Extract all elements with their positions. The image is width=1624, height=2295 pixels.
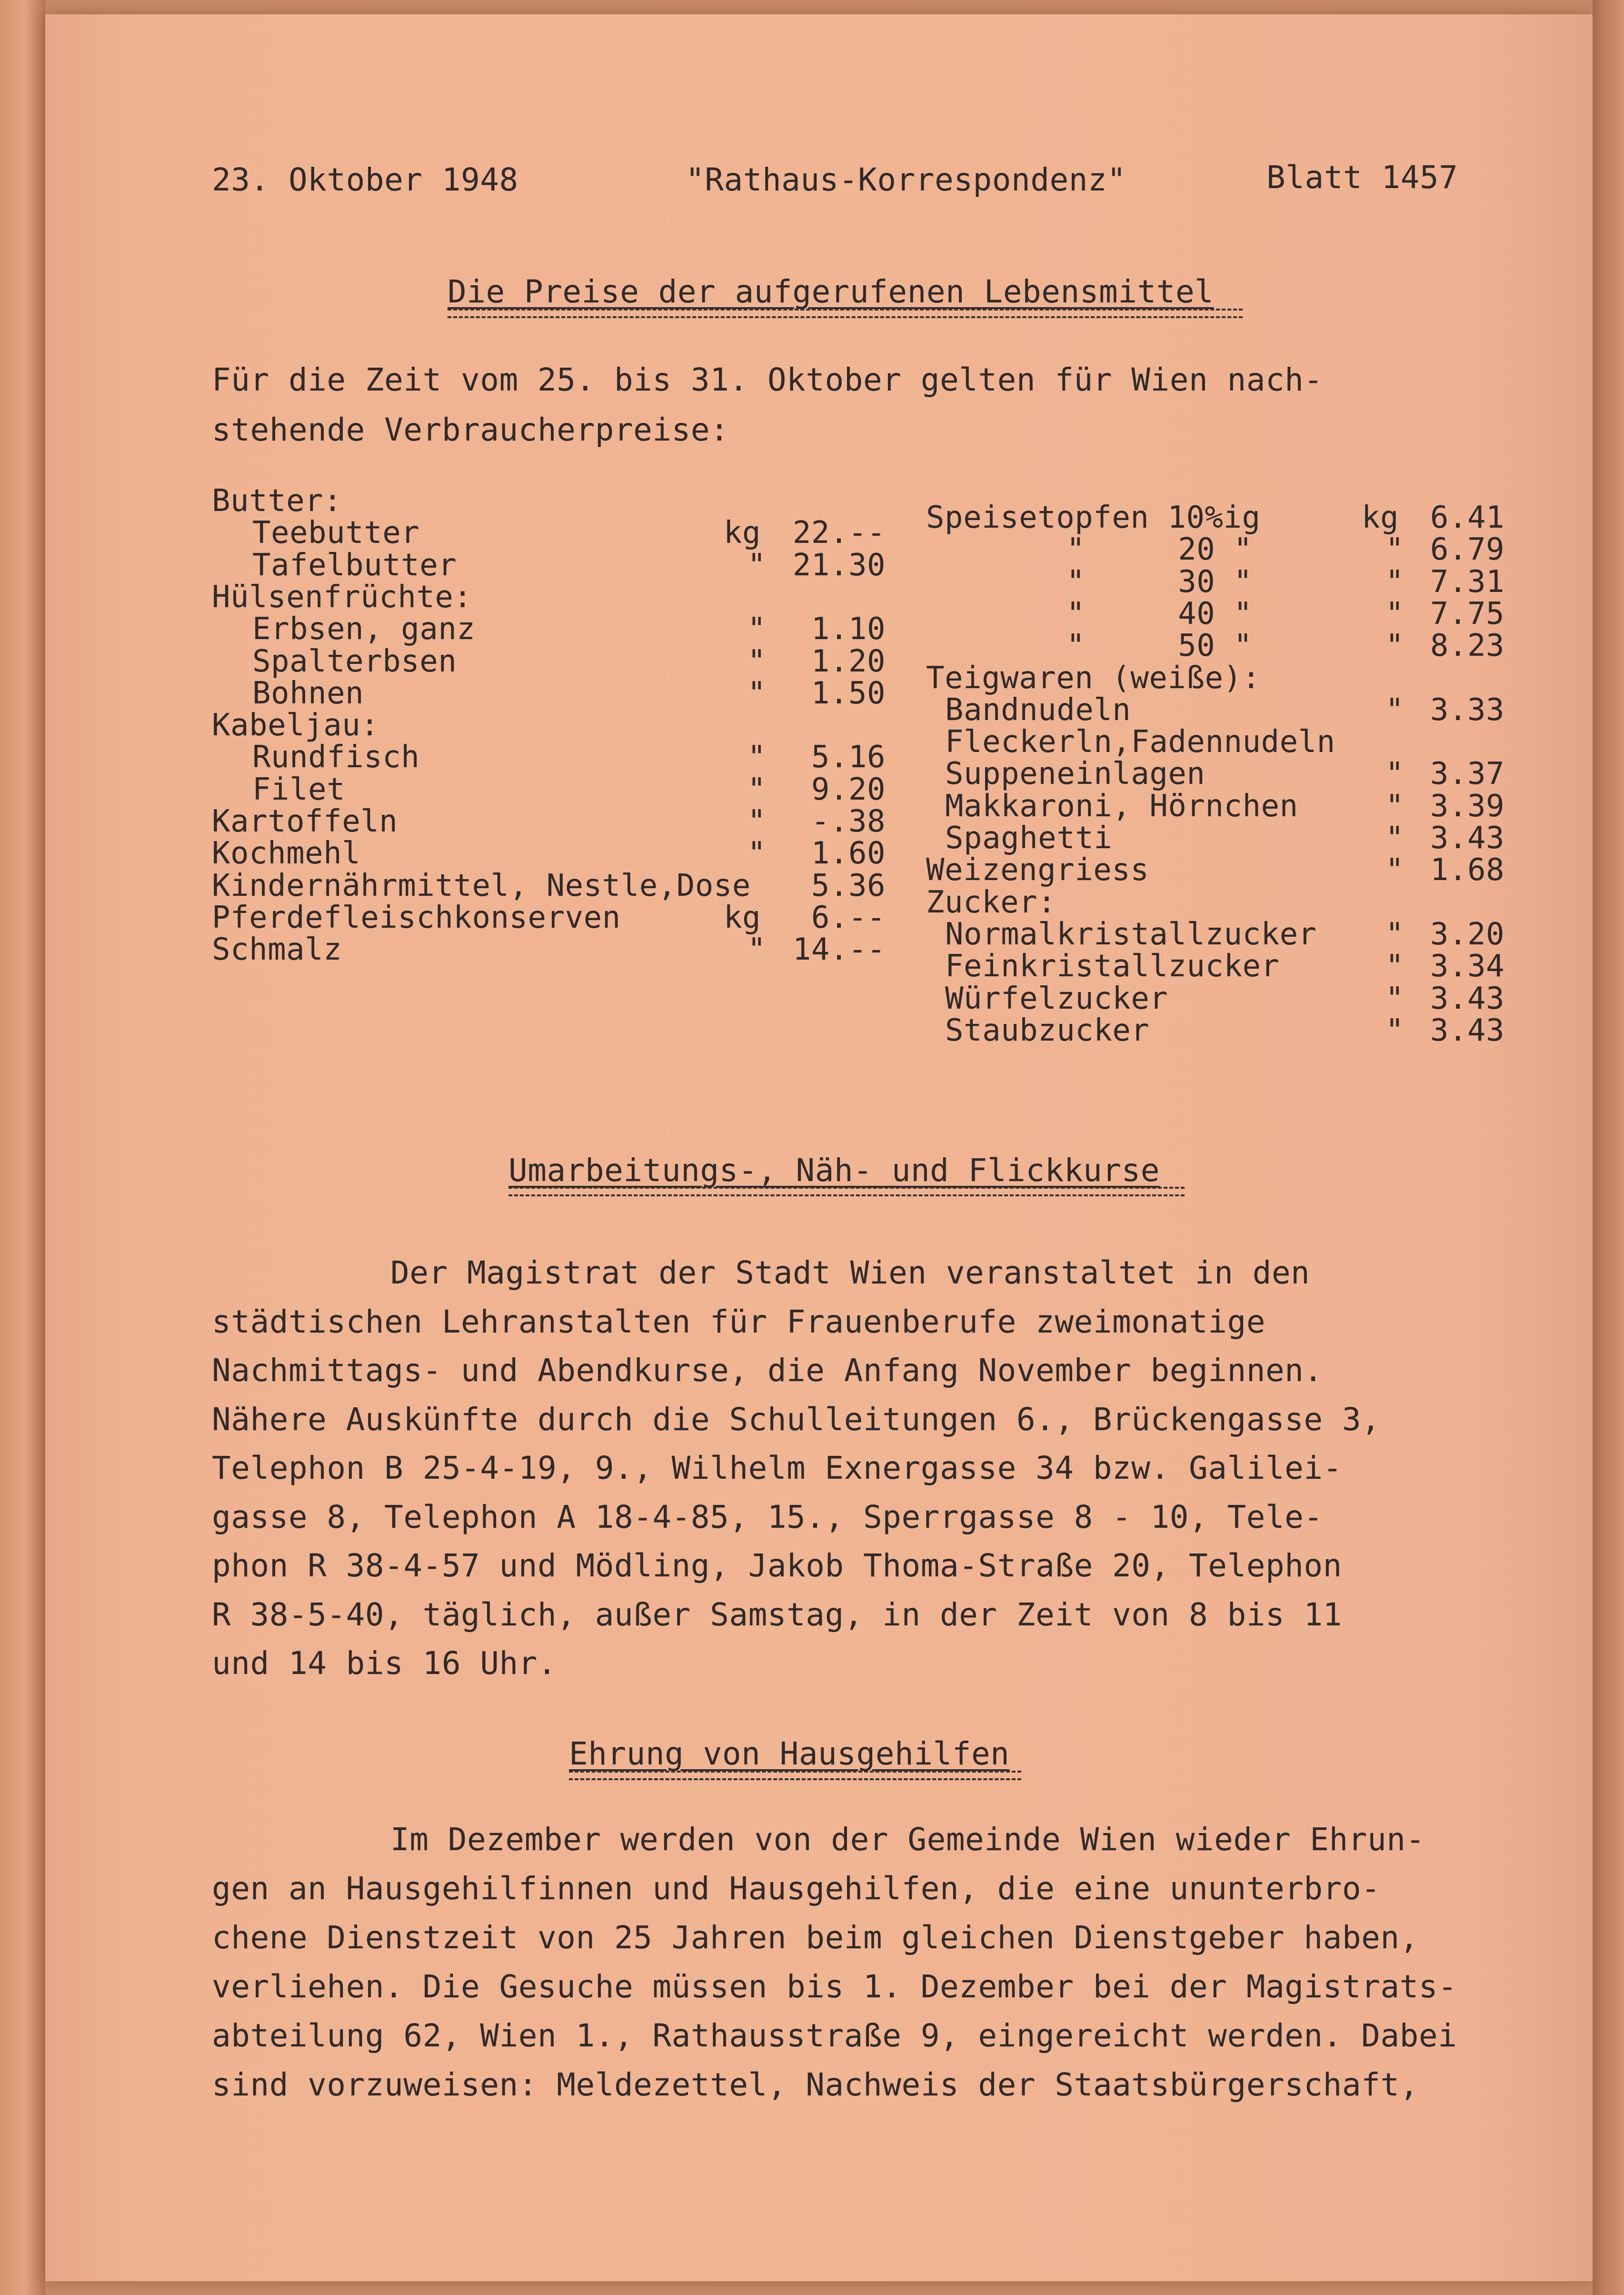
honors-text-line: sind vorzuweisen: Meldezettel, Nachweis der Staatsbürgerschaft,: [212, 2066, 1419, 2103]
price-left-unit: ": [747, 740, 767, 775]
price-right-value: 1.68: [1430, 852, 1504, 888]
price-left-name: Kochmehl: [212, 836, 361, 871]
prices-title: Die Preise der aufgerufenen Lebensmittel: [448, 273, 1214, 310]
price-left-unit: kg: [724, 900, 761, 935]
price-left-unit: ": [747, 676, 767, 711]
price-right-unit: ": [1385, 917, 1405, 952]
price-right-name: Teigwaren (weiße):: [926, 661, 1261, 696]
honors-text-line: abteilung 62, Wien 1., Rathausstraße 9, eingereicht werden. Dabei: [212, 2017, 1457, 2054]
price-left-value: 1.10: [811, 611, 886, 647]
price-left-name: Pferdefleischkonserven: [212, 900, 621, 935]
price-right-value: 3.20: [1430, 917, 1504, 952]
price-right-unit: ": [1385, 628, 1405, 663]
price-right-name: Bandnudeln: [945, 692, 1131, 728]
price-left-name: Kartoffeln: [212, 804, 398, 839]
price-right-value: 3.34: [1430, 949, 1504, 984]
price-right-unit: ": [1385, 949, 1405, 984]
price-left-unit: ": [747, 644, 767, 679]
price-left-unit: ": [747, 932, 767, 967]
price-right-value: 8.23: [1430, 628, 1504, 663]
price-right-value: 3.43: [1430, 1013, 1504, 1048]
price-right-unit: ": [1385, 981, 1405, 1016]
price-left-name: Rundfisch: [252, 740, 420, 775]
courses-title-double-rule: [508, 1187, 1185, 1196]
price-left-value: 5.16: [811, 740, 886, 775]
header-sheet: Blatt 1457: [1266, 159, 1458, 196]
courses-text-line: phon R 38-4-57 und Mödling, Jakob Thoma-Straße 20, Telephon: [212, 1547, 1342, 1584]
courses-text-line: Telephon B 25-4-19, 9., Wilhelm Exnergasse 34 bzw. Galilei-: [212, 1450, 1342, 1486]
page-right-edge: [1593, 0, 1624, 2295]
price-left-name: Butter:: [212, 483, 342, 519]
price-right-name: " 30 ": [1066, 564, 1253, 600]
price-left-value: 21.30: [792, 548, 886, 583]
price-left-value: 1.50: [811, 676, 886, 711]
price-right-value: 3.39: [1430, 789, 1504, 824]
prices-title-double-rule: [448, 309, 1243, 318]
price-left-unit: ": [747, 611, 767, 647]
price-right-unit: ": [1385, 821, 1405, 856]
price-right-unit: ": [1385, 596, 1405, 631]
price-right-name: Speisetopfen 10%ig: [926, 500, 1261, 535]
price-right-value: 6.41: [1430, 500, 1504, 535]
price-left-name: Tafelbutter: [252, 548, 457, 583]
price-left-unit: ": [747, 836, 767, 871]
price-right-unit: ": [1385, 852, 1405, 888]
courses-text-line: städtischen Lehranstalten für Frauenberufe zweimonatige: [212, 1303, 1265, 1340]
price-right-name: " 40 ": [1066, 596, 1253, 631]
header-date: 23. Oktober 1948: [212, 161, 518, 198]
price-right-unit: ": [1385, 789, 1405, 824]
honors-title: Ehrung von Hausgehilfen: [569, 1735, 1010, 1772]
price-left-value: 5.36: [811, 868, 886, 903]
courses-text-line: Nähere Auskünfte durch die Schulleitungen 6., Brückengasse 3,: [212, 1401, 1381, 1438]
price-left-unit: ": [747, 804, 767, 839]
courses-text-line: Der Magistrat der Stadt Wien veranstaltet in den: [390, 1254, 1310, 1291]
courses-title: Umarbeitungs-, Näh- und Flickkurse: [508, 1152, 1160, 1189]
page-binding-edge: [0, 0, 45, 2295]
price-left-name: Hülsenfrüchte:: [212, 580, 472, 615]
courses-text-line: und 14 bis 16 Uhr.: [212, 1645, 557, 1682]
price-right-name: Fleckerln,Fadennudeln: [945, 724, 1335, 760]
price-left-name: Filet: [252, 772, 346, 807]
honors-title-double-rule: [569, 1771, 1021, 1780]
price-right-unit: ": [1385, 756, 1405, 792]
price-right-unit: ": [1385, 1013, 1405, 1048]
price-left-value: -.38: [811, 804, 886, 839]
price-right-name: Weizengriess: [926, 852, 1149, 888]
price-right-name: Normalkristallzucker: [945, 917, 1317, 952]
price-right-name: Feinkristallzucker: [945, 949, 1280, 984]
price-left-name: Spalterbsen: [252, 644, 457, 679]
price-right-name: Würfelzucker: [945, 981, 1168, 1016]
courses-text-line: R 38-5-40, täglich, außer Samstag, in der Zeit von 8 bis 11: [212, 1596, 1342, 1633]
price-right-name: " 50 ": [1066, 628, 1253, 663]
prices-intro-line-2: stehende Verbraucherpreise:: [212, 411, 729, 448]
price-left-value: 1.60: [811, 836, 886, 871]
price-left-value: 9.20: [811, 772, 886, 807]
price-right-name: Zucker:: [926, 885, 1056, 920]
price-right-value: 7.75: [1430, 596, 1504, 631]
honors-text-line: verliehen. Die Gesuche müssen bis 1. Dezember bei der Magistrats-: [212, 1968, 1457, 2005]
header-publication: "Rathaus-Korrespondenz": [686, 161, 1126, 198]
price-left-unit: ": [747, 772, 767, 807]
price-right-unit: kg: [1362, 500, 1399, 535]
price-right-value: 7.31: [1430, 564, 1504, 600]
price-right-name: " 20 ": [1066, 532, 1253, 567]
price-left-value: 6.--: [811, 900, 886, 935]
price-right-unit: ": [1385, 564, 1405, 600]
honors-text-line: chene Dienstzeit von 25 Jahren beim gleichen Dienstgeber haben,: [212, 1919, 1419, 1956]
price-right-value: 6.79: [1430, 532, 1504, 567]
price-left-value: 1.20: [811, 644, 886, 679]
price-left-name: Erbsen, ganz: [252, 611, 476, 647]
price-left-name: Kabeljau:: [212, 708, 379, 743]
price-right-unit: ": [1385, 532, 1405, 567]
price-right-value: 3.33: [1430, 692, 1504, 728]
honors-text-line: Im Dezember werden von der Gemeinde Wien wieder Ehrun-: [390, 1821, 1425, 1858]
price-right-value: 3.37: [1430, 756, 1504, 792]
price-left-unit: ": [747, 548, 767, 583]
price-right-name: Staubzucker: [945, 1013, 1150, 1048]
price-right-name: Suppeneinlagen: [945, 756, 1206, 792]
price-right-unit: ": [1385, 692, 1405, 728]
price-right-name: Spaghetti: [945, 821, 1113, 856]
price-left-name: Bohnen: [252, 676, 364, 711]
price-left-value: 22.--: [792, 515, 886, 551]
price-left-value: 14.--: [792, 932, 886, 967]
price-right-value: 3.43: [1430, 981, 1504, 1016]
price-right-value: 3.43: [1430, 821, 1504, 856]
courses-text-line: gasse 8, Telephon A 18-4-85, 15., Sperrgasse 8 - 10, Tele-: [212, 1499, 1323, 1535]
price-left-unit: kg: [724, 515, 761, 551]
courses-text-line: Nachmittags- und Abendkurse, die Anfang November beginnen.: [212, 1352, 1323, 1389]
price-left-name: Teebutter: [252, 515, 420, 551]
price-right-name: Makkaroni, Hörnchen: [945, 789, 1298, 824]
price-left-name: Kindernährmittel, Nestle,Dose: [212, 868, 751, 903]
honors-text-line: gen an Hausgehilfinnen und Hausgehilfen, die eine ununterbro-: [212, 1870, 1381, 1907]
price-left-name: Schmalz: [212, 932, 342, 967]
prices-intro-line-1: Für die Zeit vom 25. bis 31. Oktober gelten für Wien nach-: [212, 361, 1323, 398]
